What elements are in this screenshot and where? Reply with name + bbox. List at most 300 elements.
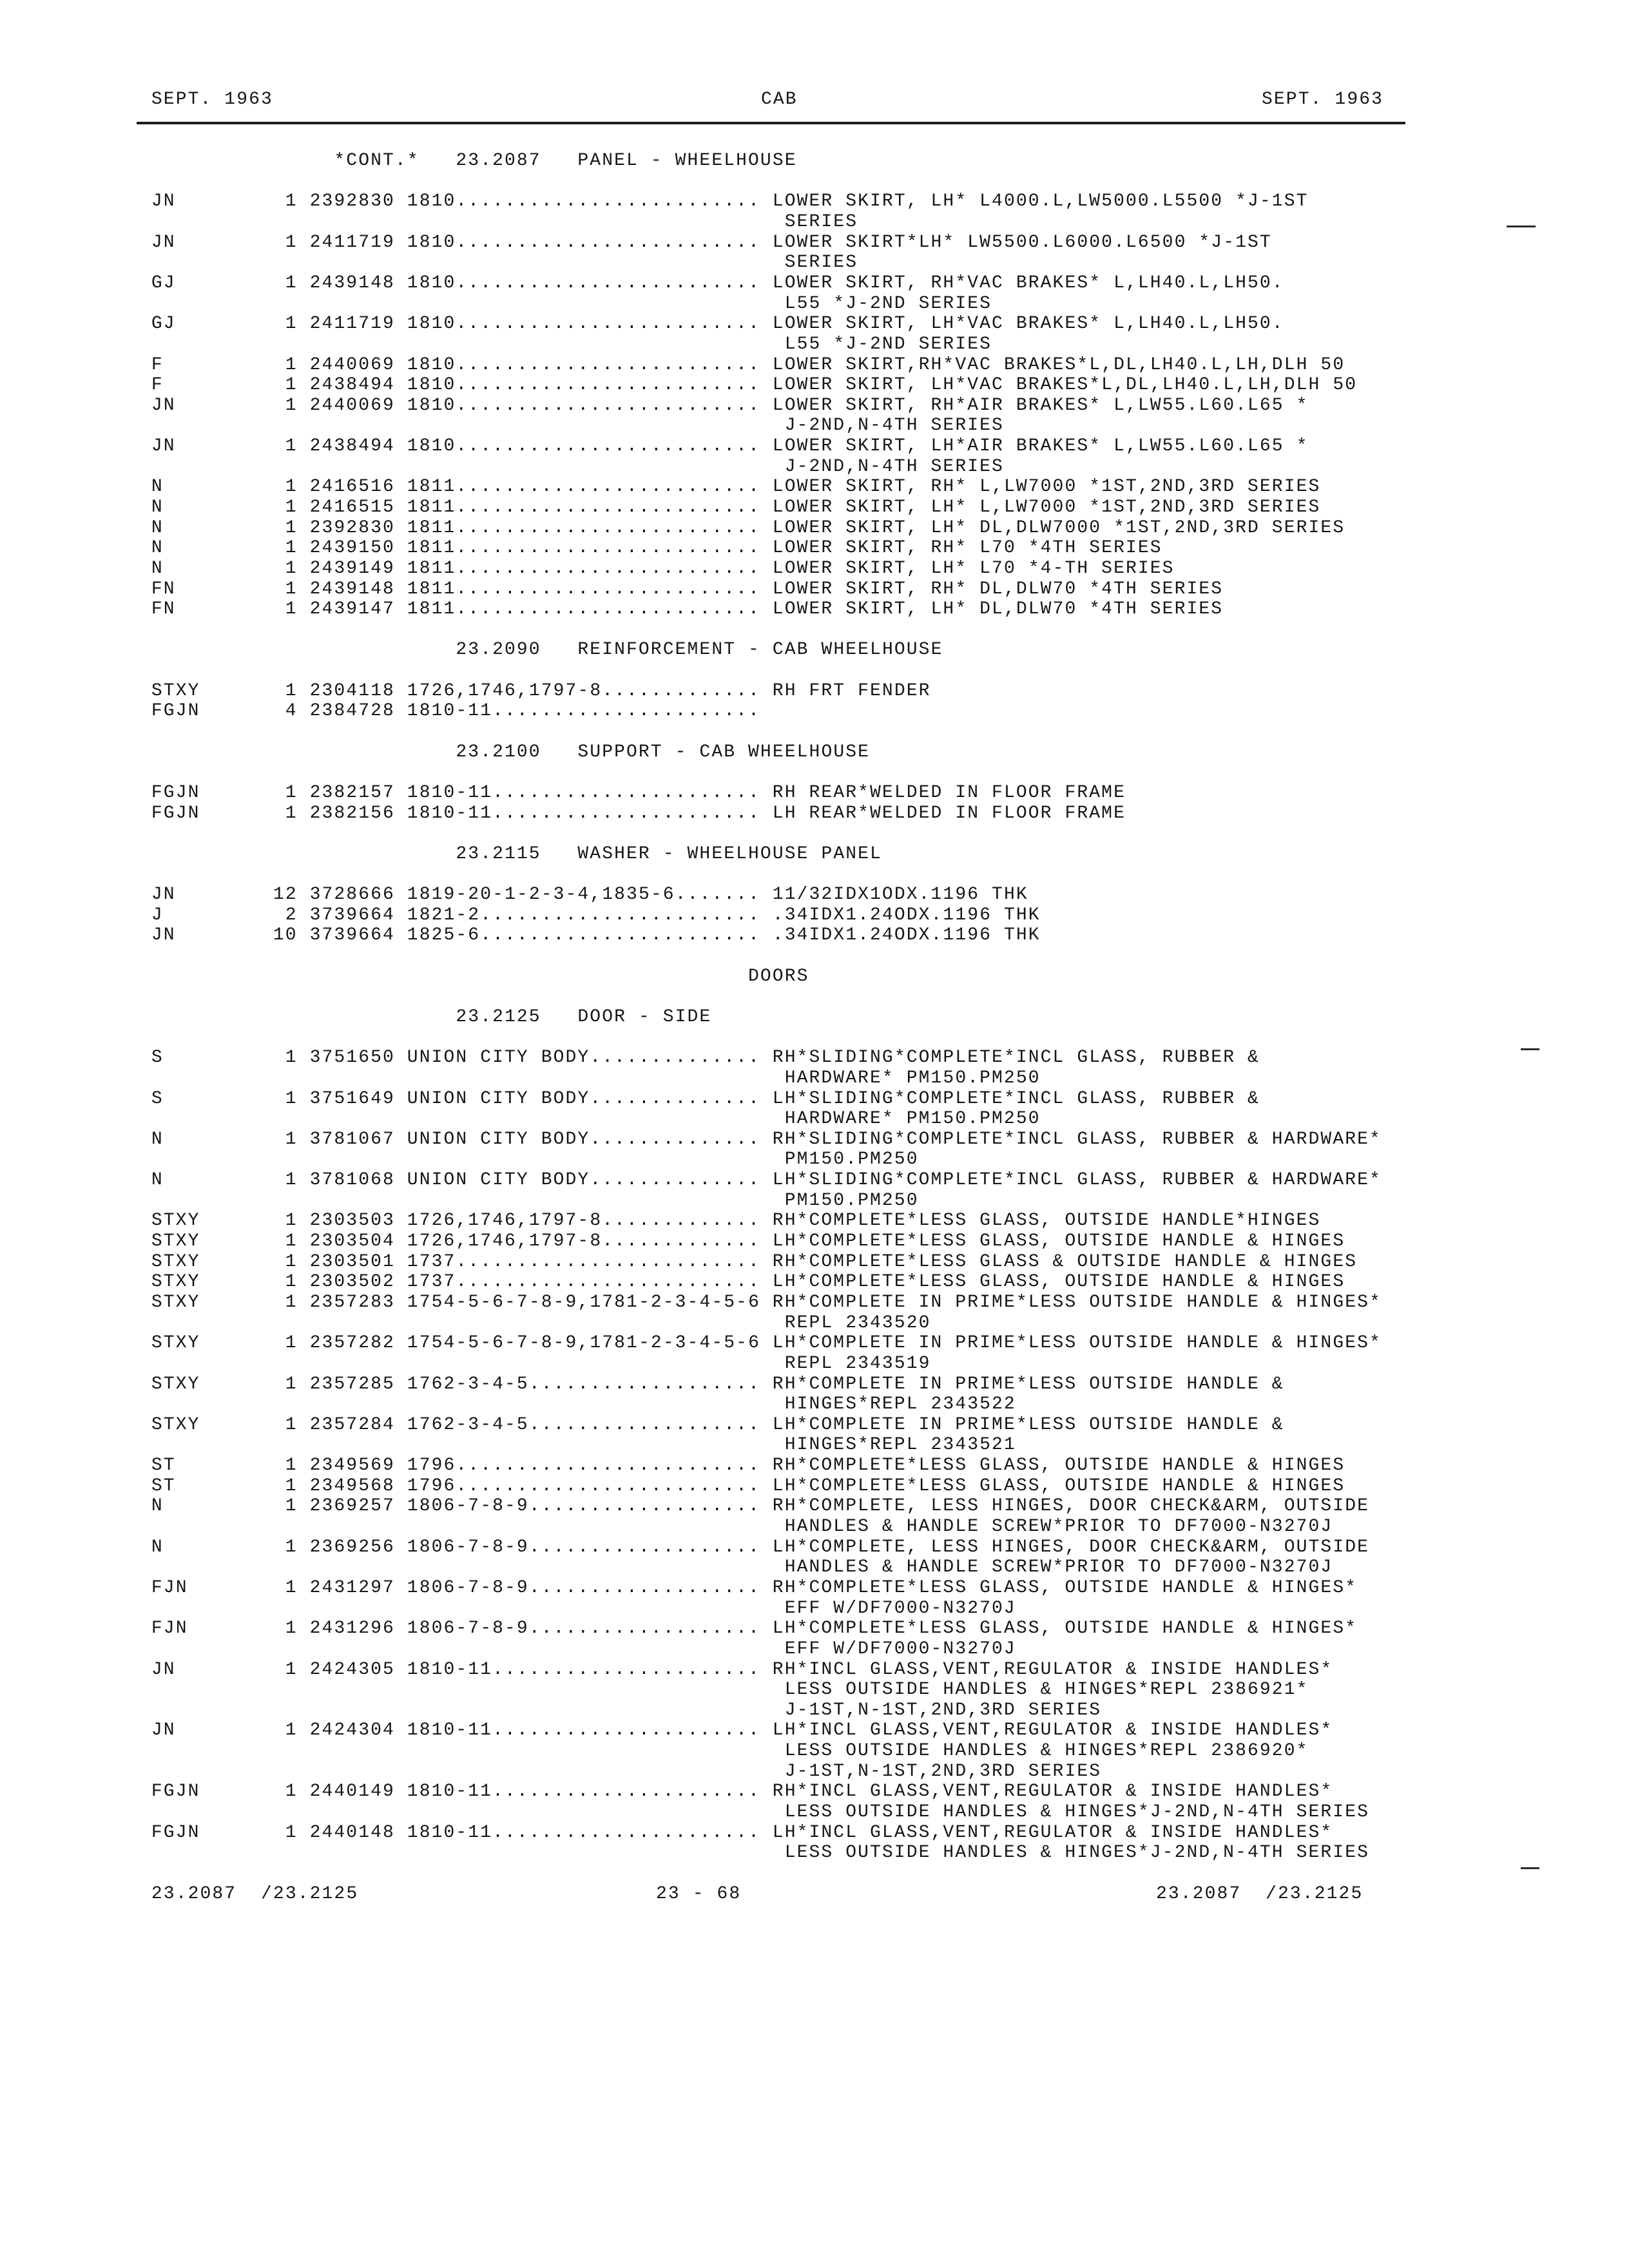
section-heading	[0, 844, 1629, 865]
part-number: 2303504	[309, 1231, 395, 1252]
part-row	[0, 396, 1629, 436]
quantity: 1	[285, 1537, 298, 1557]
description-continuation: HARDWARE* PM150.PM250	[784, 1109, 1041, 1129]
description-continuation: J-2ND,N-4TH SERIES	[784, 416, 1004, 436]
part-row	[0, 1619, 1629, 1659]
model-reference: 1810-11......................	[407, 1822, 760, 1843]
description-continuation: REPL 2343520	[784, 1312, 931, 1333]
part-row-line	[0, 1272, 1629, 1293]
part-number: 2438494	[309, 375, 395, 396]
part-number: 2382156	[309, 803, 395, 823]
part-description: LH*SLIDING*COMPLETE*INCL GLASS, RUBBER &	[772, 1088, 1260, 1109]
parts-listing	[0, 151, 1629, 1863]
part-row	[0, 1129, 1629, 1170]
model-reference: 1762-3-4-5...................	[407, 1374, 760, 1394]
applicability-code: FN	[151, 579, 176, 599]
part-number: 2303501	[309, 1251, 395, 1272]
part-row-line	[0, 191, 1629, 212]
part-row-continuation-line	[0, 1435, 1629, 1456]
model-reference: 1810.........................	[407, 395, 760, 416]
part-description: LOWER SKIRT, LH* DL,DLW70 *4TH SERIES	[772, 599, 1224, 620]
part-row	[0, 1782, 1629, 1822]
part-description: RH*INCL GLASS,VENT,REGULATOR & INSIDE HANDLES*	[772, 1782, 1333, 1802]
part-number: 2439150	[309, 538, 395, 559]
part-row-continuation-line	[0, 1313, 1629, 1334]
part-description: LOWER SKIRT, RH* L70 *4TH SERIES	[772, 538, 1162, 559]
part-row-line	[0, 783, 1629, 803]
part-row	[0, 1293, 1629, 1333]
part-row-continuation-line	[0, 1802, 1629, 1823]
section-number: 23.2115	[456, 843, 541, 864]
applicability-code: J	[151, 905, 164, 925]
part-row	[0, 1415, 1629, 1456]
part-number: 2392830	[309, 191, 395, 212]
part-number: 2411719	[309, 232, 395, 253]
model-reference: 1811.........................	[407, 517, 760, 538]
applicability-code: JN	[151, 925, 176, 946]
quantity: 10	[273, 925, 298, 946]
part-number: 3751650	[309, 1048, 395, 1068]
section-number: 23.2100	[456, 742, 541, 762]
part-row	[0, 233, 1629, 273]
part-number: 2416516	[309, 477, 395, 497]
part-row	[0, 1170, 1629, 1211]
part-row-line	[0, 436, 1629, 457]
applicability-code: GJ	[151, 273, 176, 293]
scan-margin-mark	[1521, 1048, 1539, 1050]
part-row-line	[0, 1720, 1629, 1741]
part-description: LH*COMPLETE*LESS GLASS, OUTSIDE HANDLE & HINGES	[772, 1475, 1345, 1496]
part-description: RH*COMPLETE, LESS HINGES, DOOR CHECK&ARM, OUTSIDE	[772, 1496, 1370, 1517]
part-row	[0, 1476, 1629, 1497]
quantity: 4	[285, 701, 298, 722]
part-description: RH FRT FENDER	[772, 680, 931, 701]
part-description: RH*SLIDING*COMPLETE*INCL GLASS, RUBBER & HARDWARE*	[772, 1129, 1382, 1149]
applicability-code: S	[151, 1088, 164, 1109]
part-description: 11/32IDX1ODX.1196 THK	[772, 885, 1028, 905]
part-description: RH*SLIDING*COMPLETE*INCL GLASS, RUBBER &	[772, 1048, 1260, 1068]
part-row-line	[0, 681, 1629, 702]
part-row-continuation-line	[0, 1149, 1629, 1170]
part-row	[0, 905, 1629, 926]
applicability-code: N	[151, 1170, 164, 1191]
quantity: 1	[285, 1231, 298, 1252]
applicability-code: N	[151, 477, 164, 497]
model-reference: 1819-20-1-2-3-4,1835-6.......	[407, 885, 760, 905]
part-row	[0, 1496, 1629, 1537]
part-number: 2440148	[309, 1822, 395, 1843]
part-description: LOWER SKIRT, LH*VAC BRAKES* L,LH40.L,LH50.	[772, 314, 1284, 334]
quantity: 1	[285, 232, 298, 253]
part-row-line	[0, 1782, 1629, 1802]
part-row-line	[0, 1374, 1629, 1395]
part-description: RH*COMPLETE IN PRIME*LESS OUTSIDE HANDLE & HINGES*	[772, 1292, 1382, 1312]
part-row	[0, 497, 1629, 518]
part-row-line	[0, 497, 1629, 518]
applicability-code: JN	[151, 436, 176, 457]
part-description: .34IDX1.24ODX.1196 THK	[772, 925, 1041, 946]
part-row	[0, 1252, 1629, 1273]
part-row	[0, 681, 1629, 702]
part-row-line	[0, 701, 1629, 722]
part-row	[0, 518, 1629, 539]
quantity: 1	[285, 1414, 298, 1435]
applicability-code: FGJN	[151, 1782, 200, 1802]
model-reference: 1811.........................	[407, 599, 760, 620]
quantity: 1	[285, 1088, 298, 1109]
part-row	[0, 1272, 1629, 1293]
quantity: 1	[285, 1251, 298, 1272]
quantity: 1	[285, 436, 298, 457]
part-row	[0, 1660, 1629, 1721]
description-continuation: LESS OUTSIDE HANDLES & HINGES*J-2ND,N-4TH SERIES	[784, 1843, 1370, 1863]
part-row-line	[0, 803, 1629, 824]
part-description: LOWER SKIRT, LH* L70 *4-TH SERIES	[772, 558, 1175, 579]
applicability-code: JN	[151, 1659, 176, 1680]
part-number: 2440149	[309, 1782, 395, 1802]
quantity: 2	[285, 905, 298, 925]
section-heading	[0, 151, 1629, 171]
part-number: 3751649	[309, 1088, 395, 1109]
part-number: 3781068	[309, 1170, 395, 1191]
model-reference: UNION CITY BODY..............	[407, 1129, 760, 1149]
part-row-continuation-line	[0, 1557, 1629, 1578]
applicability-code: FJN	[151, 1577, 188, 1598]
applicability-code: GJ	[151, 314, 176, 334]
quantity: 1	[285, 354, 298, 375]
applicability-code: N	[151, 517, 164, 538]
model-reference: UNION CITY BODY..............	[407, 1048, 760, 1068]
part-description: LOWER SKIRT, LH* L4000.L,LW5000.L5500 *J-1ST	[772, 191, 1309, 212]
part-number: 2369257	[309, 1496, 395, 1517]
part-number: 2440069	[309, 395, 395, 416]
model-reference: 1737.........................	[407, 1251, 760, 1272]
applicability-code: STXY	[151, 1272, 200, 1293]
part-description: LOWER SKIRT, LH* DL,DLW7000 *1ST,2ND,3RD SERIES	[772, 517, 1345, 538]
part-number: 2357282	[309, 1333, 395, 1354]
part-description: LOWER SKIRT, LH*VAC BRAKES*L,DL,LH40.L,LH,DLH 50	[772, 375, 1358, 396]
part-row	[0, 1720, 1629, 1782]
part-row	[0, 1456, 1629, 1476]
part-row-line	[0, 233, 1629, 253]
part-description: LH*INCL GLASS,VENT,REGULATOR & INSIDE HANDLES*	[772, 1822, 1333, 1843]
part-row	[0, 1374, 1629, 1415]
part-number: 2384728	[309, 701, 395, 722]
quantity: 1	[285, 1720, 298, 1741]
part-row	[0, 538, 1629, 559]
part-number: 2349569	[309, 1456, 395, 1476]
model-reference: 1821-2.......................	[407, 905, 760, 925]
quantity: 1	[285, 1170, 298, 1191]
applicability-code: S	[151, 1048, 164, 1068]
part-row-continuation-line	[0, 1700, 1629, 1721]
part-row-line	[0, 1415, 1629, 1436]
part-number: 2303502	[309, 1272, 395, 1293]
model-reference: 1806-7-8-9...................	[407, 1537, 760, 1557]
part-number: 2439147	[309, 599, 395, 620]
part-number: 2416515	[309, 497, 395, 517]
part-description: LH*COMPLETE IN PRIME*LESS OUTSIDE HANDLE &	[772, 1414, 1284, 1435]
applicability-code: JN	[151, 232, 176, 253]
model-reference: 1737.........................	[407, 1272, 760, 1293]
part-description: LH*COMPLETE IN PRIME*LESS OUTSIDE HANDLE & HINGES*	[772, 1333, 1382, 1354]
quantity: 1	[285, 477, 298, 497]
part-row-line	[0, 1823, 1629, 1843]
part-number: 2382157	[309, 782, 395, 803]
part-row-continuation-line	[0, 294, 1629, 314]
part-number: 2392830	[309, 517, 395, 538]
quantity: 1	[285, 517, 298, 538]
part-row	[0, 1537, 1629, 1578]
quantity: 1	[285, 1272, 298, 1293]
quantity: 1	[285, 599, 298, 620]
applicability-code: N	[151, 497, 164, 517]
description-continuation: EFF W/DF7000-N3270J	[784, 1598, 1016, 1619]
part-row-line	[0, 579, 1629, 600]
group-title-line	[0, 966, 1629, 987]
applicability-code: JN	[151, 395, 176, 416]
part-row-line	[0, 1231, 1629, 1252]
part-description: RH*INCL GLASS,VENT,REGULATOR & INSIDE HANDLES*	[772, 1659, 1333, 1680]
model-reference: 1810.........................	[407, 354, 760, 375]
part-row	[0, 701, 1629, 722]
continued-marker: *CONT.*	[334, 151, 419, 171]
footer-section-range-left: 23.2087 /23.2125	[151, 1884, 359, 1905]
applicability-code: STXY	[151, 1292, 200, 1312]
applicability-code: STXY	[151, 1374, 200, 1394]
applicability-code: FN	[151, 599, 176, 620]
part-row-continuation-line	[0, 1109, 1629, 1129]
part-description: LH*COMPLETE*LESS GLASS, OUTSIDE HANDLE & HINGES	[772, 1231, 1345, 1252]
quantity: 1	[285, 395, 298, 416]
quantity: 1	[285, 782, 298, 803]
description-continuation: L55 *J-2ND SERIES	[784, 334, 992, 354]
quantity: 1	[285, 1782, 298, 1802]
running-header-date-left: SEPT. 1963	[151, 90, 273, 110]
catalog-section	[0, 151, 1629, 620]
description-continuation: REPL 2343519	[784, 1353, 931, 1374]
model-reference: 1810.........................	[407, 191, 760, 212]
quantity: 1	[285, 1619, 298, 1639]
model-reference: 1811.........................	[407, 477, 760, 497]
part-description: LOWER SKIRT, LH* L,LW7000 *1ST,2ND,3RD SERIES	[772, 497, 1321, 517]
part-row	[0, 559, 1629, 579]
part-row-continuation-line	[0, 1741, 1629, 1762]
model-reference: 1810-11......................	[407, 1659, 760, 1680]
model-reference: UNION CITY BODY..............	[407, 1088, 760, 1109]
part-row-continuation-line	[0, 1599, 1629, 1619]
description-continuation: J-1ST,N-1ST,2ND,3RD SERIES	[784, 1700, 1102, 1720]
part-description: LOWER SKIRT, RH*AIR BRAKES* L,LW55.L60.L65 *	[772, 395, 1309, 416]
model-reference: 1811.........................	[407, 558, 760, 579]
section-heading	[0, 640, 1629, 660]
model-reference: 1811.........................	[407, 538, 760, 559]
section-title: REINFORCEMENT - CAB WHEELHOUSE	[577, 640, 943, 660]
applicability-code: N	[151, 1496, 164, 1517]
part-row-line	[0, 1496, 1629, 1517]
part-row-line	[0, 599, 1629, 620]
applicability-code: JN	[151, 1720, 176, 1741]
part-row-line	[0, 375, 1629, 396]
model-reference: 1810-11......................	[407, 1782, 760, 1802]
applicability-code: FGJN	[151, 1822, 200, 1843]
model-reference: 1810-11......................	[407, 782, 760, 803]
applicability-code: JN	[151, 191, 176, 212]
part-row-continuation-line	[0, 1762, 1629, 1782]
header-rule	[137, 122, 1405, 124]
part-row	[0, 436, 1629, 477]
part-row-continuation-line	[0, 1680, 1629, 1700]
scan-margin-mark	[1507, 226, 1536, 227]
part-number: 2439148	[309, 579, 395, 599]
model-reference: 1810.........................	[407, 375, 760, 396]
part-number: 3739664	[309, 925, 395, 946]
catalog-section	[0, 966, 1629, 1863]
section-title: SUPPORT - CAB WHEELHOUSE	[577, 742, 871, 762]
part-number: 3728666	[309, 885, 395, 905]
catalog-section	[0, 844, 1629, 946]
part-row-line	[0, 1089, 1629, 1110]
quantity: 1	[285, 1496, 298, 1517]
model-reference: 1810-11......................	[407, 1720, 760, 1741]
description-continuation: LESS OUTSIDE HANDLES & HINGES*REPL 2386920*	[784, 1741, 1309, 1762]
part-row-continuation-line	[0, 253, 1629, 273]
model-reference: 1754-5-6-7-8-9,1781-2-3-4-5-6	[407, 1333, 760, 1354]
part-row-continuation-line	[0, 1068, 1629, 1089]
section-title: DOOR - SIDE	[577, 1007, 712, 1027]
model-reference: 1810-11......................	[407, 803, 760, 823]
part-description: LOWER SKIRT, RH* L,LW7000 *1ST,2ND,3RD SERIES	[772, 477, 1321, 497]
part-row-continuation-line	[0, 1354, 1629, 1374]
quantity: 1	[285, 1475, 298, 1496]
part-number: 2357283	[309, 1292, 395, 1312]
part-row-line	[0, 273, 1629, 294]
quantity: 1	[285, 314, 298, 334]
part-row-line	[0, 355, 1629, 376]
section-heading	[0, 742, 1629, 763]
quantity: 12	[273, 885, 298, 905]
part-row	[0, 1333, 1629, 1374]
applicability-code: JN	[151, 885, 176, 905]
part-row-line	[0, 1048, 1629, 1068]
description-continuation: HANDLES & HANDLE SCREW*PRIOR TO DF7000-N3270J	[784, 1517, 1333, 1537]
description-continuation: PM150.PM250	[784, 1149, 919, 1170]
part-number: 2369256	[309, 1537, 395, 1557]
part-number: 2438494	[309, 436, 395, 457]
applicability-code: N	[151, 558, 164, 579]
description-continuation: L55 *J-2ND SERIES	[784, 293, 992, 314]
part-row-line	[0, 1476, 1629, 1497]
part-row-line	[0, 1333, 1629, 1354]
part-description: LH*COMPLETE, LESS HINGES, DOOR CHECK&ARM, OUTSIDE	[772, 1537, 1370, 1557]
quantity: 1	[285, 1374, 298, 1394]
part-number: 2357285	[309, 1374, 395, 1394]
part-row-line	[0, 1170, 1629, 1191]
applicability-code: STXY	[151, 1251, 200, 1272]
quantity: 1	[285, 375, 298, 396]
part-number: 3739664	[309, 905, 395, 925]
quantity: 1	[285, 273, 298, 293]
part-number: 2424304	[309, 1720, 395, 1741]
quantity: 1	[285, 191, 298, 212]
description-continuation: J-2ND,N-4TH SERIES	[784, 456, 1004, 477]
part-row-line	[0, 314, 1629, 334]
group-title: DOORS	[748, 966, 809, 986]
part-description: LH*SLIDING*COMPLETE*INCL GLASS, RUBBER & HARDWARE*	[772, 1170, 1382, 1191]
section-number: 23.2090	[456, 640, 541, 660]
part-row-line	[0, 885, 1629, 905]
part-description: RH*COMPLETE IN PRIME*LESS OUTSIDE HANDLE &	[772, 1374, 1284, 1394]
part-row-line	[0, 1456, 1629, 1476]
part-description: LH*INCL GLASS,VENT,REGULATOR & INSIDE HANDLES*	[772, 1720, 1333, 1741]
scan-margin-mark	[1521, 1867, 1539, 1869]
part-row-continuation-line	[0, 1517, 1629, 1537]
model-reference: 1810.........................	[407, 314, 760, 334]
part-row-line	[0, 1293, 1629, 1313]
model-reference: 1762-3-4-5...................	[407, 1414, 760, 1435]
description-continuation: SERIES	[784, 253, 858, 273]
quantity: 1	[285, 579, 298, 599]
model-reference: 1810.........................	[407, 232, 760, 253]
part-number: 2424305	[309, 1659, 395, 1680]
part-row-line	[0, 1578, 1629, 1599]
applicability-code: F	[151, 354, 164, 375]
model-reference: 1811.........................	[407, 497, 760, 517]
model-reference: 1726,1746,1797-8.............	[407, 1211, 760, 1231]
model-reference: UNION CITY BODY..............	[407, 1170, 760, 1191]
catalog-section	[0, 640, 1629, 722]
section-title: WASHER - WHEELHOUSE PANEL	[577, 843, 882, 864]
part-row-continuation-line	[0, 212, 1629, 233]
part-row-line	[0, 1129, 1629, 1150]
description-continuation: HARDWARE* PM150.PM250	[784, 1068, 1041, 1088]
part-row-line	[0, 1211, 1629, 1231]
part-row	[0, 579, 1629, 600]
model-reference: 1810.........................	[407, 436, 760, 457]
description-continuation: SERIES	[784, 212, 858, 233]
quantity: 1	[285, 1333, 298, 1354]
quantity: 1	[285, 1292, 298, 1312]
part-row	[0, 355, 1629, 376]
model-reference: 1825-6.......................	[407, 925, 760, 946]
part-description: LH REAR*WELDED IN FLOOR FRAME	[772, 803, 1126, 823]
part-row	[0, 1211, 1629, 1231]
part-number: 2349568	[309, 1475, 395, 1496]
part-row-line	[0, 538, 1629, 559]
part-number: 2357284	[309, 1414, 395, 1435]
part-number: 2440069	[309, 354, 395, 375]
part-row-line	[0, 518, 1629, 539]
part-row-line	[0, 905, 1629, 926]
quantity: 1	[285, 538, 298, 559]
catalog-section	[0, 742, 1629, 824]
quantity: 1	[285, 1048, 298, 1068]
section-number: 23.2087	[456, 151, 541, 171]
description-continuation: HINGES*REPL 2343521	[784, 1435, 1016, 1456]
quantity: 1	[285, 1211, 298, 1231]
quantity: 1	[285, 1822, 298, 1843]
part-description: LOWER SKIRT*LH* LW5500.L6000.L6500 *J-1ST	[772, 232, 1272, 253]
model-reference: 1754-5-6-7-8-9,1781-2-3-4-5-6	[407, 1292, 760, 1312]
part-description: LOWER SKIRT, RH* DL,DLW70 *4TH SERIES	[772, 579, 1224, 599]
model-reference: 1806-7-8-9...................	[407, 1577, 760, 1598]
part-row-line	[0, 1619, 1629, 1639]
quantity: 1	[285, 680, 298, 701]
part-number: 2439148	[309, 273, 395, 293]
section-title: PANEL - WHEELHOUSE	[577, 151, 797, 171]
section-heading	[0, 1007, 1629, 1028]
part-row	[0, 783, 1629, 803]
